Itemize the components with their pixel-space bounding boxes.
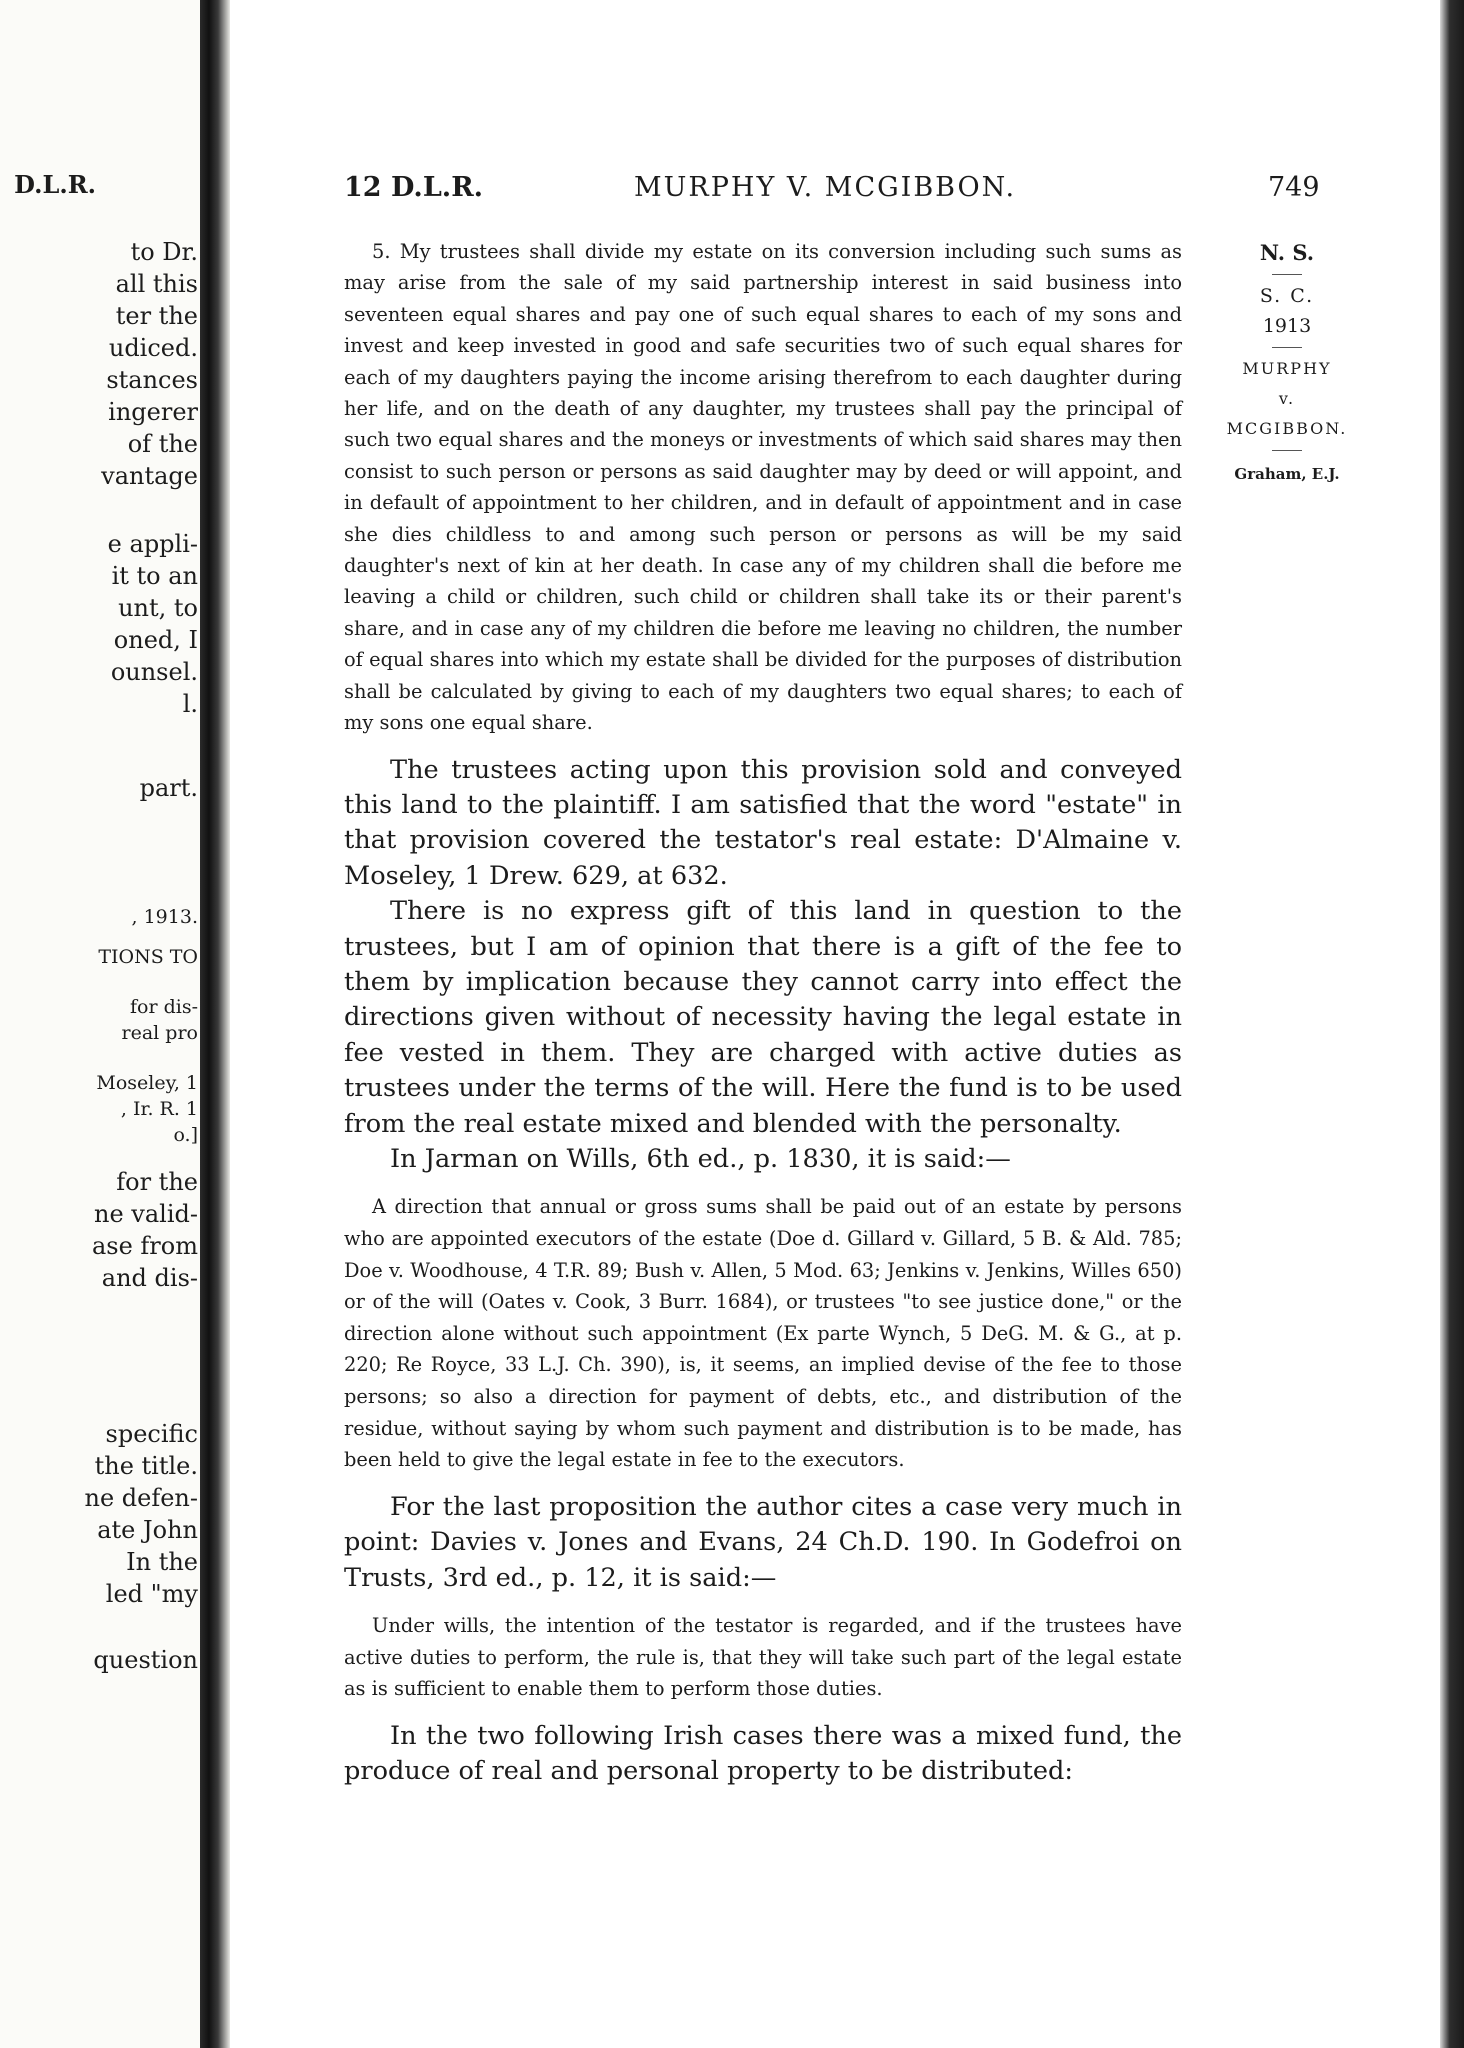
facing-page-line: to Dr.	[130, 238, 198, 266]
margin-division: S. C.	[1259, 285, 1315, 307]
paragraph-jarman: In Jarman on Wills, 6th ed., p. 1830, it is said:—	[390, 1143, 1011, 1174]
facing-page-line: ounsel.	[110, 658, 198, 686]
facing-page-line: e appli-	[107, 530, 198, 558]
case-title: MURPHY V. MCGIBBON.	[634, 172, 1017, 203]
facing-page-line: it to an	[111, 562, 198, 590]
facing-page-line: of the	[127, 430, 198, 458]
facing-page-line: l.	[182, 690, 198, 718]
margin-judge: Graham, E.J.	[1234, 465, 1340, 483]
margin-rule	[1272, 274, 1302, 275]
volume-label: 12 D.L.R.	[344, 172, 484, 203]
margin-party-2: MCGIBBON.	[1226, 419, 1348, 438]
will-provision-quote: 5. My trustees shall divide my estate on its conversion including such sums as may arise from the sale of my said partnership interest in said business into seventeen equal shares and pay one of such equal shares to each of my sons and invest and keep invested in good and safe securities two of such equal shares for each of my daughters paying the income arising therefrom to each daughter during her life, and on the death of any daughter, my trustees shall pay the principal of such two equal shares and the moneys or investments of which said shares may then consist to such person or persons as said daughter may by deed or will appoint, and in default of appointment to her children, and in default of appointment and in case she dies childless to and among such person or persons as will be my said daughter's next of kin at her death. In case any of my children shall die before me leaving a child or children, such child or children shall take its or their parent's share, and in case any of my children die before me leaving no children, the number of equal shares into which my estate shall be divided for the purposes of distribution shall be calculated by giving to each of my daughters two equal shares; to each of my sons one equal share.	[344, 240, 1182, 735]
facing-page-line: vantage	[101, 462, 198, 490]
margin-year: 1913	[1262, 315, 1312, 337]
facing-page-line: ate John	[97, 1516, 198, 1544]
facing-page-line: for the	[116, 1168, 198, 1196]
facing-page-line: TIONS TO	[98, 946, 198, 968]
facing-page-line: , Ir. R. 1	[120, 1098, 198, 1120]
margin-rule	[1272, 450, 1302, 451]
facing-page-line: for dis-	[129, 996, 198, 1018]
facing-page-line: In the	[126, 1548, 198, 1576]
facing-page-line: , 1913.	[131, 906, 198, 928]
page-edge-right	[1440, 0, 1464, 2048]
facing-page-edge	[0, 0, 206, 2048]
facing-page-line: led "my	[105, 1580, 198, 1608]
book-gutter	[200, 0, 230, 2048]
jarman-quote: A direction that annual or gross sums shall be paid out of an estate by persons who are appointed executors of the estate (Doe d. Gillard v. Gillard, 5 B. & Ald. 785; Doe v. Woodhouse, 4 T.R. 89; Bush v. Allen, 5 Mod. 63; Jenkins v. Jenkins, Willes 650) or of the will (Oates v. Cook, 3 Burr. 1684), or trustees "to see justice done," or the direction alone without such appointment (Ex parte Wynch, 5 DeG. M. & G., at p. 220; Re Royce, 33 L.J. Ch. 390), is, it seems, an implied devise of the fee to those persons; so also a direction for payment of debts, etc., and distribution of the residue, without saying by whom such payment and distribution is to be made, has been held to give the legal estate in fee to the executors.	[344, 1195, 1182, 1472]
margin-note	[1202, 238, 1372, 489]
facing-page-line: udiced.	[108, 334, 198, 362]
facing-page-line: specific	[105, 1420, 198, 1448]
facing-page-line: unt, to	[118, 594, 198, 622]
facing-page-line: ne defen-	[84, 1484, 198, 1512]
margin-party-1: MURPHY	[1242, 359, 1332, 378]
facing-page-line: ingerer	[108, 398, 198, 426]
facing-page-line: the title.	[94, 1452, 198, 1480]
facing-page-line: part.	[139, 774, 198, 802]
facing-page-line: question	[93, 1646, 198, 1674]
facing-page-line: all this	[115, 270, 198, 298]
paragraph-trustees-sold: The trustees acting upon this provision sold and conveyed this land to the plaintiff. I am satisfied that the word "estate" in that provision covered the testator's real estate: D'Almaine v. Moseley, 1 Drew. 629, at 632.	[344, 754, 1182, 891]
facing-page-line: D.L.R.	[14, 170, 96, 199]
facing-page-line: ter the	[115, 302, 198, 330]
paragraph-godefroi: For the last proposition the author cites a case very much in point: Davies v. Jones and Evans, 24 Ch.D. 190. In Godefroi on Trusts, 3rd ed., p. 12, it is said:—	[344, 1491, 1182, 1593]
facing-page-line: ase from	[91, 1232, 198, 1260]
page-number: 749	[1268, 172, 1320, 203]
page-body	[344, 236, 1182, 1790]
margin-court: N. S.	[1259, 240, 1315, 265]
facing-page-line: stances	[106, 366, 198, 394]
paragraph-no-express-gift: There is no express gift of this land in question to the trustees, but I am of opinion that there is a gift of the fee to them by implication because they cannot carry into effect the directions given without of necessity having the legal estate in fee vested in them. They are charged with active duties as trustees under the terms of the will. Here the fund is to be used from the real estate mixed and blended with the personalty.	[344, 896, 1182, 1139]
facing-page-line: ne valid-	[94, 1200, 198, 1228]
running-head	[344, 172, 1464, 208]
godefroi-quote: Under wills, the intention of the testator is regarded, and if the trustees have active duties to perform, the rule is, that they will take such part of the legal estate as is sufficient to enable them to perform those duties.	[344, 1613, 1182, 1701]
facing-page-line: o.]	[173, 1124, 198, 1146]
facing-page-line: and dis-	[101, 1264, 198, 1292]
book-page	[232, 0, 1440, 2048]
facing-page-line: real pro	[121, 1022, 198, 1044]
facing-page-line: Moseley, 1	[96, 1072, 198, 1094]
facing-page-line: oned, I	[113, 626, 198, 654]
paragraph-irish-cases: In the two following Irish cases there was a mixed fund, the produce of real and personal property to be distributed:	[344, 1720, 1182, 1787]
margin-rule	[1272, 347, 1302, 348]
margin-versus: v.	[1278, 389, 1296, 408]
